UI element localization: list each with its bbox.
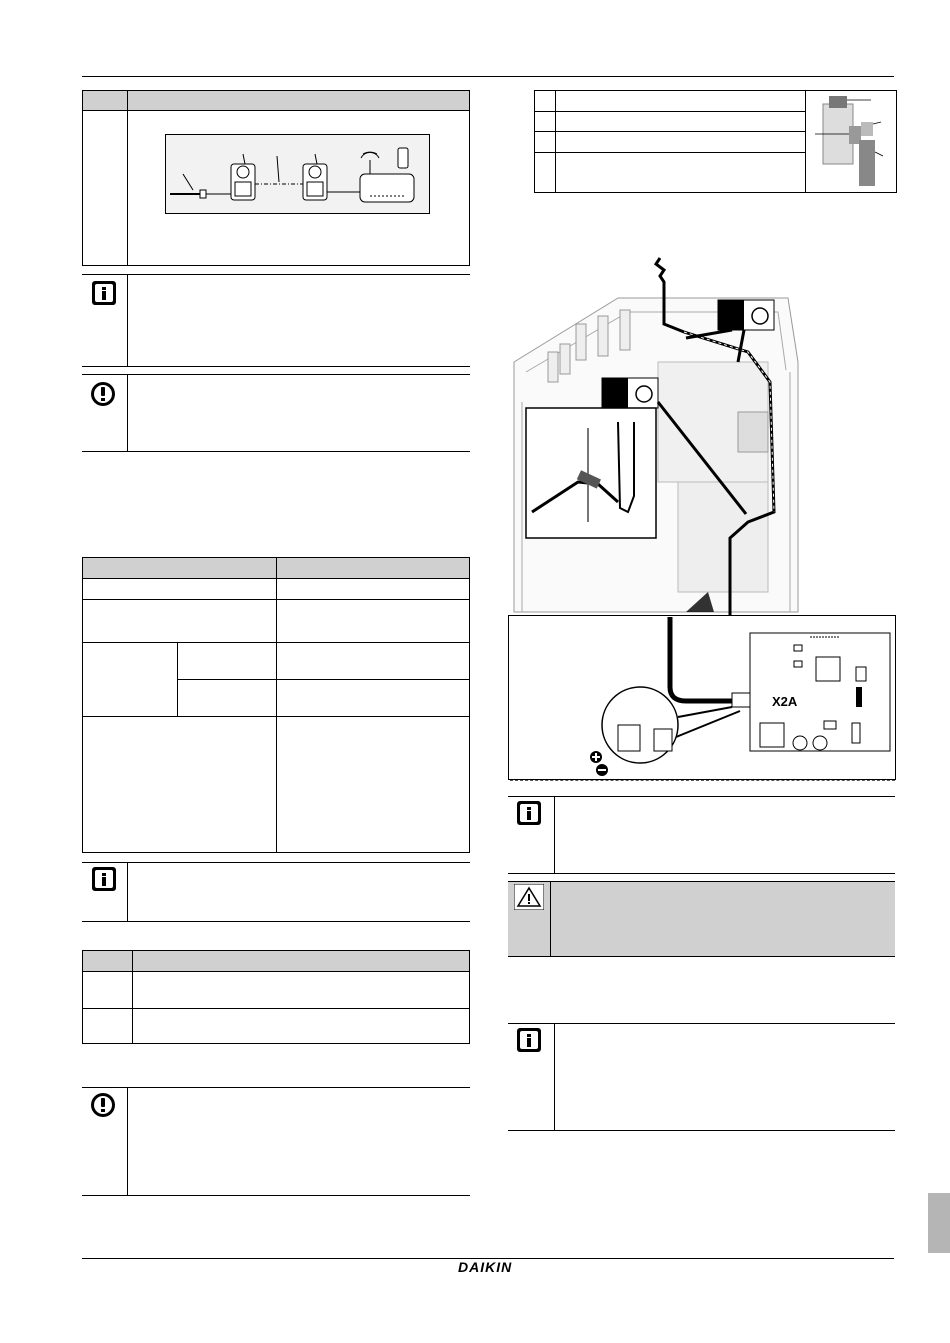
caution-box [508, 881, 895, 957]
table2-row-rule [82, 716, 470, 717]
note6-top-rule [508, 1023, 895, 1024]
panel-dashed-rule [510, 780, 895, 781]
chapter-side-tab [928, 1193, 950, 1253]
table2-row-rule [82, 642, 470, 643]
note5-top-rule [508, 796, 895, 797]
table3-row-rule [82, 1008, 470, 1009]
exclamation-icon [90, 1092, 116, 1118]
table1-body-divider [127, 110, 128, 266]
network-diagram [165, 134, 430, 214]
table3-header [82, 950, 470, 972]
info-icon [91, 866, 117, 892]
exclamation-icon [90, 381, 116, 407]
legend-img-divider [805, 90, 806, 193]
legend-row-rule [534, 111, 806, 112]
legend-num-divider [555, 90, 556, 193]
legend-row-rule [534, 152, 806, 153]
connector-label: X2A [772, 694, 798, 709]
note6-divider [554, 1023, 555, 1130]
legend-row-rule [534, 131, 806, 132]
table1-header [82, 90, 470, 111]
note2-top-rule [82, 374, 470, 375]
note4-bottom-rule [82, 1195, 470, 1196]
table2-col-divider-header [276, 557, 277, 579]
cover-parts-illustration [815, 92, 895, 190]
table2-subcol-divider [177, 642, 178, 716]
table2-row-rule [82, 599, 470, 600]
pcb-detail-illustration [510, 617, 894, 787]
table1-divider [127, 90, 128, 111]
info-icon [91, 280, 117, 306]
note2-divider [127, 374, 128, 452]
note3-divider [127, 862, 128, 922]
note5-divider [554, 796, 555, 873]
info-icon [516, 800, 542, 826]
note1-bottom-rule [82, 366, 470, 367]
note4-divider [127, 1087, 128, 1195]
header-rule [82, 76, 894, 77]
table2-row-rule [177, 679, 470, 680]
note3-top-rule [82, 862, 470, 863]
info-icon [516, 1027, 542, 1053]
note5-bottom-rule [508, 873, 895, 874]
caution-divider [550, 881, 551, 957]
note1-divider [127, 274, 128, 366]
note3-bottom-rule [82, 921, 470, 922]
note6-bottom-rule [508, 1130, 895, 1131]
note2-bottom-rule [82, 451, 470, 452]
note4-top-rule [82, 1087, 470, 1088]
table3-divider-header [132, 950, 133, 972]
note1-top-rule [82, 274, 470, 275]
brand-logo: DAIKIN [458, 1259, 513, 1275]
warning-triangle-icon [514, 884, 544, 910]
